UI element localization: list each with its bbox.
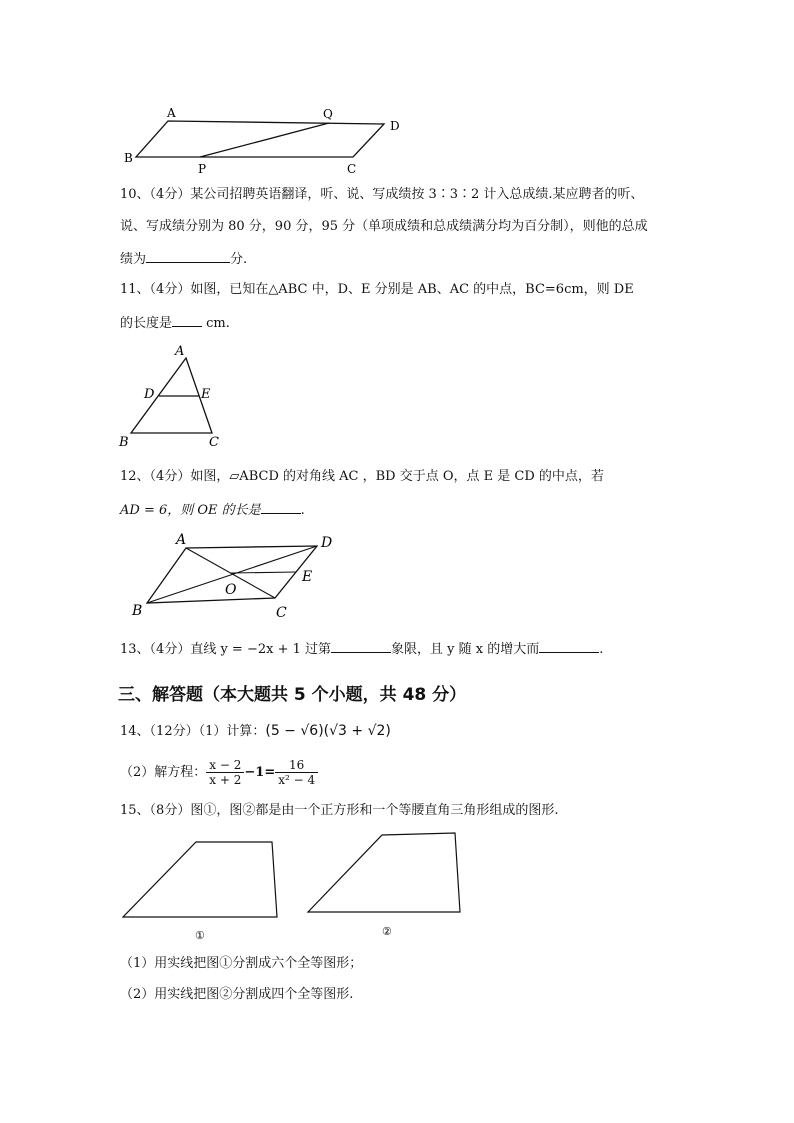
figure-1-label: ① xyxy=(195,929,205,942)
label-B: B xyxy=(124,151,133,165)
q13-line xyxy=(120,640,603,658)
label-E: E xyxy=(201,387,211,402)
q11-answer-blank[interactable] xyxy=(172,314,202,327)
label-B: B xyxy=(132,603,143,619)
q15-part2: （2）用实线把图②分割成四个全等图形. xyxy=(120,987,354,1002)
parallelogram-figure-q9 xyxy=(115,100,415,180)
q11-line2-suffix: cm. xyxy=(202,316,230,331)
label-Q: Q xyxy=(323,107,333,121)
q10-line3 xyxy=(120,250,247,268)
label-B: B xyxy=(119,435,129,450)
q14-line1 xyxy=(120,723,391,740)
q14-line1-prefix: 14、（12分）（1）计算： xyxy=(120,724,266,739)
q10-line3-prefix: 绩为 xyxy=(120,252,147,267)
q12-line2-suffix: . xyxy=(300,503,305,518)
fraction-right xyxy=(275,758,318,787)
fraction-left-numerator: x − 2 xyxy=(206,758,244,773)
triangle-figure-q11 xyxy=(112,340,232,452)
q12-line1: 12、（4分）如图，▱ABCD 的对角线 AC ，BD 交于点 O，点 E 是 CD 的中点，若 xyxy=(120,469,604,484)
label-D: D xyxy=(321,535,333,551)
q15-part1: （1）用实线把图①分割成六个全等图形； xyxy=(120,956,363,971)
q12-answer-blank[interactable] xyxy=(261,501,301,514)
figure-2 xyxy=(300,830,480,940)
minus-one-equals: −1= xyxy=(244,765,276,780)
label-C: C xyxy=(347,162,357,176)
label-A: A xyxy=(175,344,185,359)
q13-prefix: 13、（4分）直线 y = −2x + 1 过第 xyxy=(120,642,332,657)
q13-suffix: . xyxy=(599,642,604,657)
fraction-left xyxy=(206,758,244,787)
section-title: 三、解答题（本大题共 5 个小题，共 48 分） xyxy=(118,685,467,705)
q14-line2 xyxy=(120,756,318,790)
label-E: E xyxy=(302,569,313,585)
figure-1 xyxy=(115,835,295,945)
fraction-right-numerator: 16 xyxy=(275,758,318,773)
q11-line1: 11、（4分）如图，已知在△ABC 中，D、E 分别是 AB、AC 的中点，BC=6cm，则 DE xyxy=(120,282,634,297)
q10-answer-blank[interactable] xyxy=(146,250,230,263)
label-C: C xyxy=(276,605,287,621)
q15-line1: 15、（8分）图①，图②都是由一个正方形和一个等腰直角三角形组成的图形. xyxy=(120,803,559,818)
fraction-left-denominator: x + 2 xyxy=(209,773,242,787)
q13-blank-1[interactable] xyxy=(331,640,391,653)
label-A: A xyxy=(176,532,187,548)
q14-expression: (5 − √6)(√3 + √2) xyxy=(265,723,391,739)
q11-line2-prefix: 的长度是 xyxy=(120,316,173,331)
q14-line2-prefix: （2）解方程： xyxy=(120,765,207,780)
label-A: A xyxy=(167,106,176,120)
label-D: D xyxy=(144,387,155,402)
label-O: O xyxy=(225,582,237,598)
label-P: P xyxy=(198,162,207,176)
label-C: C xyxy=(209,435,219,450)
figure-2-label: ② xyxy=(382,925,392,938)
parallelogram-figure-q12 xyxy=(125,530,345,622)
q12-line2-prefix: AD = 6，则 OE 的长是 xyxy=(120,503,261,518)
q12-line2 xyxy=(120,501,305,519)
q13-blank-2[interactable] xyxy=(539,640,599,653)
q11-line2 xyxy=(120,314,230,332)
q10-line3-suffix: 分. xyxy=(230,252,248,267)
fraction-right-denominator: x² − 4 xyxy=(278,773,316,787)
q10-line1: 10、（4分）某公司招聘英语翻译，听、说、写成绩按 3∶3∶2 计入总成绩.某应聘者的听、 xyxy=(120,187,644,202)
q10-line2: 说、写成绩分别为 80 分，90 分，95 分（单项成绩和总成绩满分均为百分制），则他的总成 xyxy=(120,219,648,234)
q13-middle: 象限，且 y 随 x 的增大而 xyxy=(391,642,540,657)
label-D: D xyxy=(390,119,400,133)
